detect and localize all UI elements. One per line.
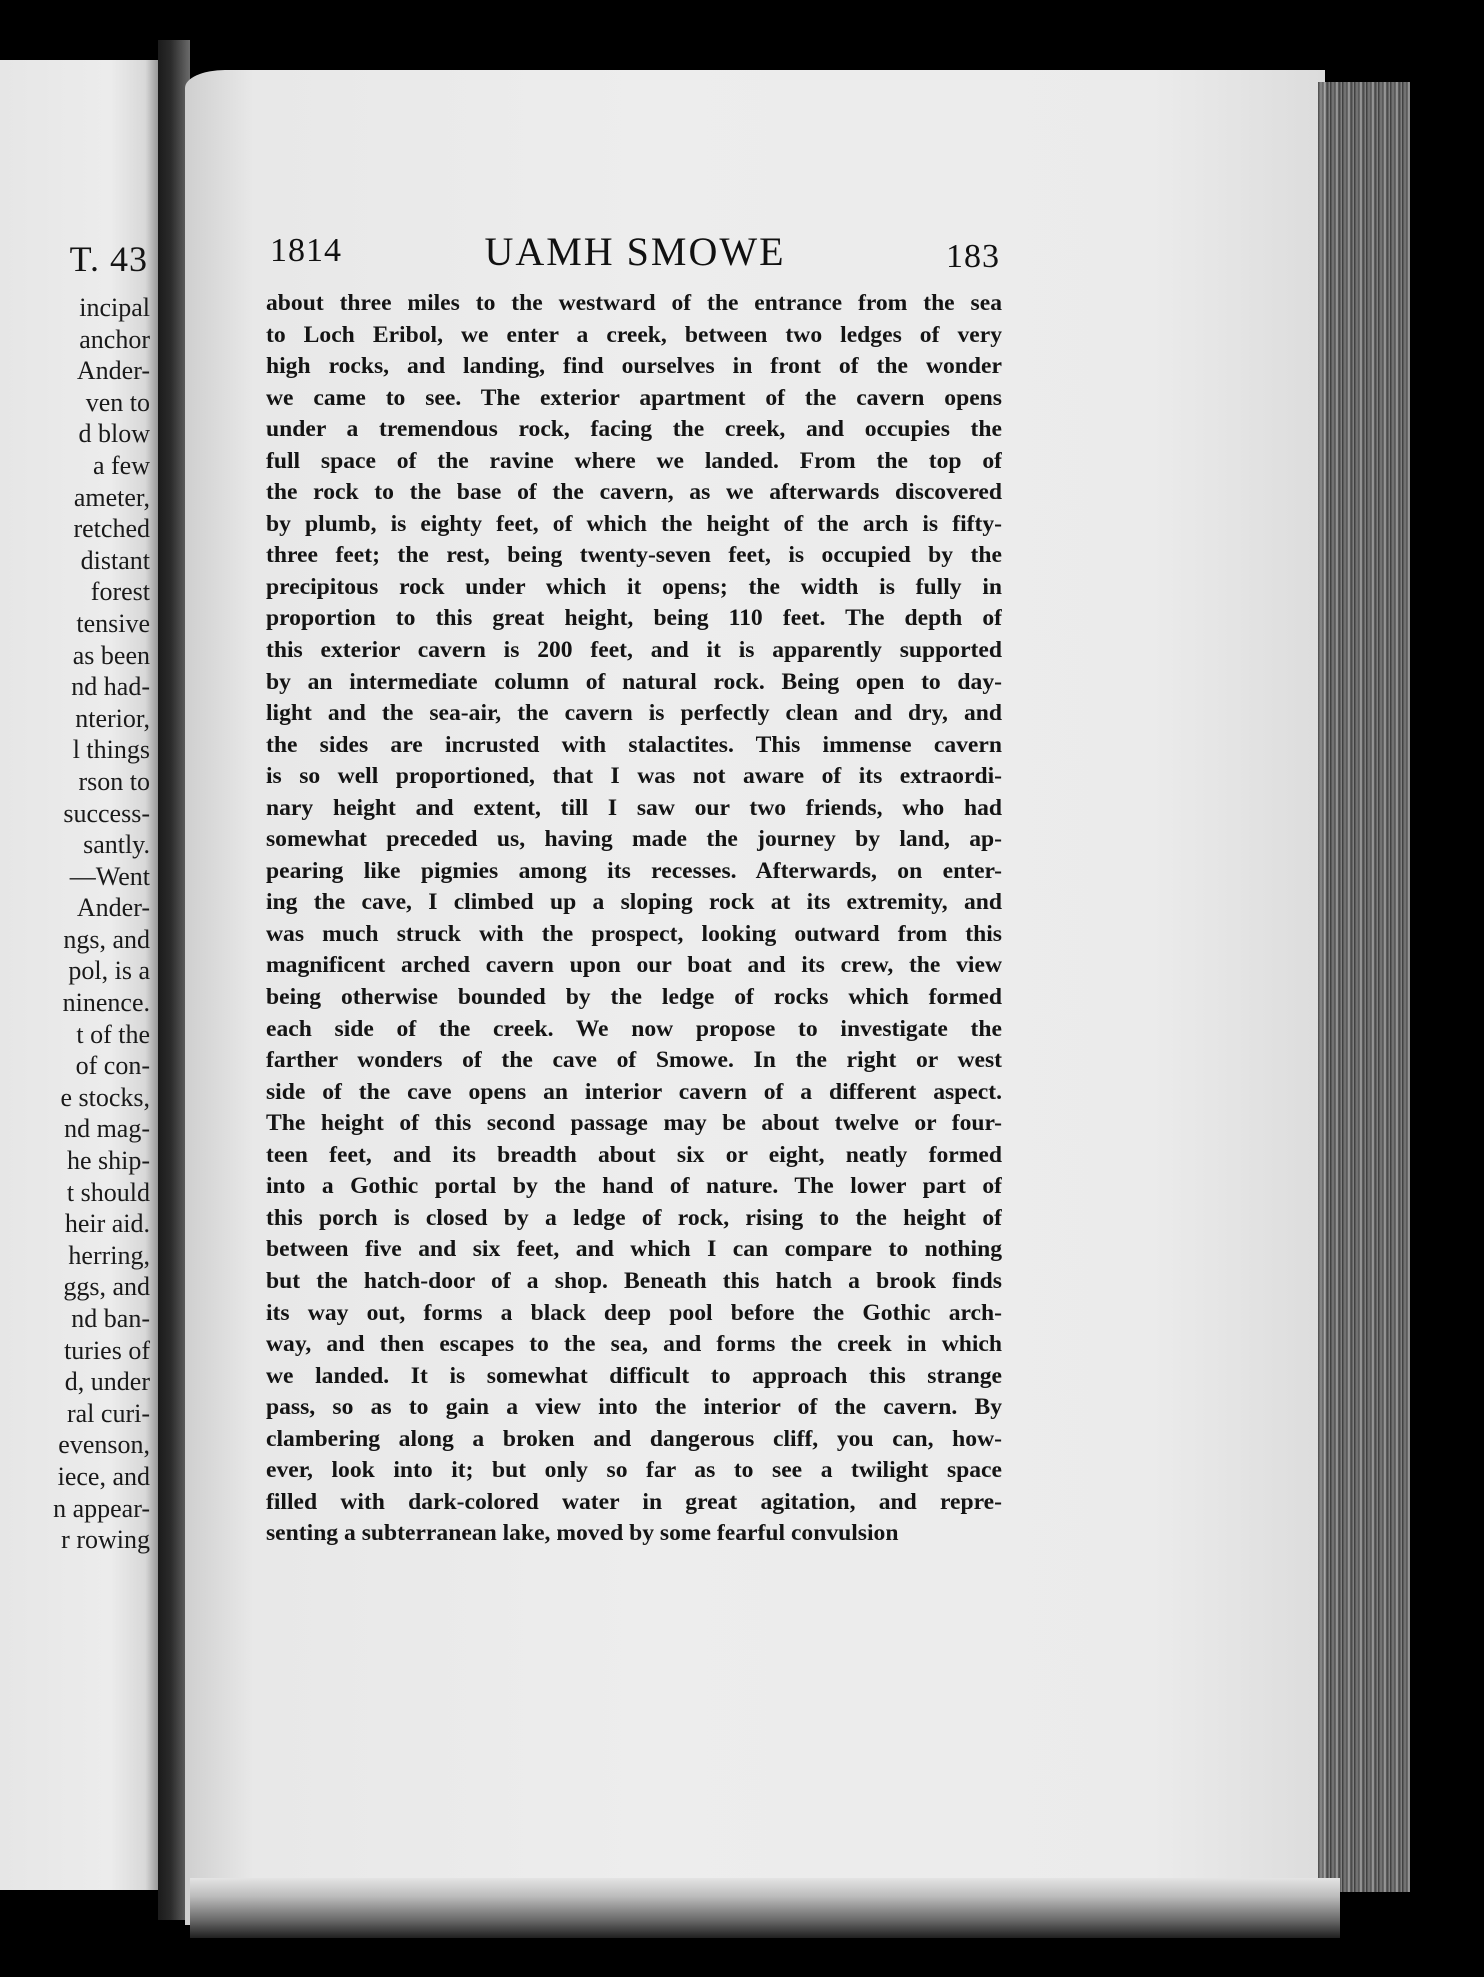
body-text — [266, 288, 1002, 1550]
left-page-line: nd mag- — [64, 1114, 150, 1144]
text-line: magnificent arched cavern upon our boat and its crew, the view — [266, 952, 1002, 979]
left-page-line: forest — [90, 577, 150, 607]
text-line: the sides are incrusted with stalactites. This immense cavern — [266, 731, 1002, 758]
text-line: high rocks, and landing, find ourselves in front of the wonder — [266, 353, 1002, 380]
left-page-line: ameter, — [73, 482, 150, 512]
left-page-line: santly. — [83, 830, 150, 860]
left-page-line: tensive — [76, 608, 150, 638]
left-page-line: ral curi- — [66, 1398, 150, 1428]
text-line: nary height and extent, till I saw our two friends, who had — [266, 794, 1002, 821]
left-page-line: d blow — [78, 419, 150, 449]
running-head-title: UAMH SMOWE — [484, 229, 786, 274]
left-page-line: nd ban- — [71, 1304, 150, 1333]
left-page-line: Ander- — [76, 893, 150, 923]
text-line: ever, look into it; but only so far as to see a twilight space — [266, 1457, 1002, 1484]
left-page-line: ggs, and — [63, 1272, 150, 1302]
text-line: into a Gothic portal by the hand of nature. The lower part of — [266, 1173, 1002, 1200]
running-head-year: 1814 — [270, 232, 342, 269]
page-bottom-edge — [190, 1878, 1340, 1938]
left-page-line: ngs, and — [63, 924, 150, 954]
text-line: teen feet, and its breadth about six or eight, neatly formed — [266, 1141, 1002, 1168]
text-line: to Loch Eribol, we enter a creek, between two ledges of very — [266, 321, 1002, 348]
text-line: this exterior cavern is 200 feet, and it is apparently supported — [266, 637, 1002, 664]
left-page-line: incipal — [79, 293, 150, 322]
left-page-line: t should — [66, 1177, 150, 1207]
text-line: ing the cave, I climbed up a sloping rock at its extremity, and — [266, 889, 1002, 916]
left-page-line: as been — [72, 640, 150, 670]
left-page-line: nterior, — [75, 703, 150, 733]
left-page-line: a few — [92, 450, 150, 480]
text-line: each side of the creek. We now propose to investigate the — [266, 1015, 1002, 1042]
left-page-line: e stocks, — [60, 1082, 150, 1112]
text-line: is so well proportioned, that I was not aware of its extraordi- — [266, 763, 1002, 790]
left-page-line: d, under — [64, 1367, 150, 1397]
text-line: precipitous rock under which it opens; the width is fully in — [266, 573, 1002, 600]
text-line: senting a subterranean lake, moved by some fearful convulsion — [266, 1520, 899, 1547]
left-page-line: l things — [72, 735, 150, 765]
left-page-line: heir aid. — [64, 1209, 150, 1239]
text-line: pass, so as to gain a view into the interior of the cavern. By — [266, 1394, 1002, 1421]
left-page-line: r rowing — [61, 1525, 150, 1555]
text-line: full space of the ravine where we landed. From the top of — [266, 447, 1002, 474]
text-line: somewhat preceded us, having made the journey by land, ap- — [266, 826, 1002, 853]
text-line: this porch is closed by a ledge of rock, rising to the height of — [266, 1204, 1002, 1231]
text-line: The height of this second passage may be about twelve or four- — [266, 1110, 1002, 1137]
running-head — [270, 228, 1000, 280]
text-line: being otherwise bounded by the ledge of rocks which formed — [266, 984, 1002, 1011]
text-line: was much struck with the prospect, looking outward from this — [266, 920, 1002, 947]
text-line: the rock to the base of the cavern, as we afterwards discovered — [266, 479, 1002, 506]
text-line: by an intermediate column of natural rock. Being open to day- — [266, 668, 1002, 695]
left-page-line: ven to — [85, 387, 150, 417]
text-line: filled with dark-colored water in great agitation, and repre- — [266, 1488, 1002, 1515]
left-page-line: retched — [73, 514, 150, 544]
left-page-line: distant — [80, 545, 150, 575]
left-page-line: n appear- — [53, 1493, 150, 1523]
left-facing-page — [0, 60, 158, 1890]
text-line: we came to see. The exterior apartment of the cavern opens — [266, 384, 1002, 411]
left-page-line: Ander- — [76, 356, 150, 386]
left-page-text — [0, 292, 150, 1556]
left-page-line: anchor — [79, 324, 150, 354]
text-line: pearing like pigmies among its recesses. Afterwards, on enter- — [266, 857, 1002, 884]
text-line: proportion to this great height, being 110 feet. The depth of — [266, 605, 1002, 632]
left-page-line: of con- — [75, 1051, 150, 1081]
text-line: three feet; the rest, being twenty-seven feet, is occupied by the — [266, 542, 1002, 569]
left-page-line: iece, and — [57, 1461, 150, 1491]
text-line: clambering along a broken and dangerous cliff, you can, how- — [266, 1425, 1002, 1452]
left-page-line: herring, — [68, 1240, 150, 1270]
left-page-line: pol, is a — [68, 956, 150, 986]
text-line: about three miles to the westward of the entrance from the sea — [266, 290, 1002, 316]
left-page-line: evenson, — [58, 1430, 150, 1460]
left-page-line: ninence. — [62, 988, 150, 1018]
text-line: but the hatch-door of a shop. Beneath this hatch a brook finds — [266, 1267, 1002, 1294]
text-line: its way out, forms a black deep pool before the Gothic arch- — [266, 1299, 1002, 1326]
text-line: way, and then escapes to the sea, and forms the creek in which — [266, 1331, 1002, 1358]
left-page-line: turies of — [64, 1335, 150, 1365]
text-line: light and the sea-air, the cavern is perfectly clean and dry, and — [266, 700, 1002, 727]
left-page-line: success- — [63, 798, 150, 828]
left-running-head: T. 43 — [69, 239, 148, 279]
text-line: we landed. It is somewhat difficult to approach this strange — [266, 1362, 1002, 1389]
text-line: between five and six feet, and which I can compare to nothing — [266, 1236, 1002, 1263]
left-page-line: t of the — [76, 1019, 150, 1049]
page-fore-edge — [1318, 82, 1414, 1892]
left-page-line: —Went — [69, 861, 150, 891]
text-line: side of the cave opens an interior cavern of a different aspect. — [266, 1078, 1002, 1105]
left-page-line: he ship- — [66, 1146, 150, 1176]
text-line: by plumb, is eighty feet, of which the height of the arch is fifty- — [266, 510, 1002, 537]
left-page-line: nd had- — [71, 672, 150, 702]
text-line: farther wonders of the cave of Smowe. In the right or west — [266, 1047, 1002, 1074]
page-number: 183 — [946, 238, 1000, 275]
background-shadow — [1410, 60, 1484, 1920]
left-page-line: rson to — [78, 766, 150, 796]
text-line: under a tremendous rock, facing the creek, and occupies the — [266, 416, 1002, 443]
